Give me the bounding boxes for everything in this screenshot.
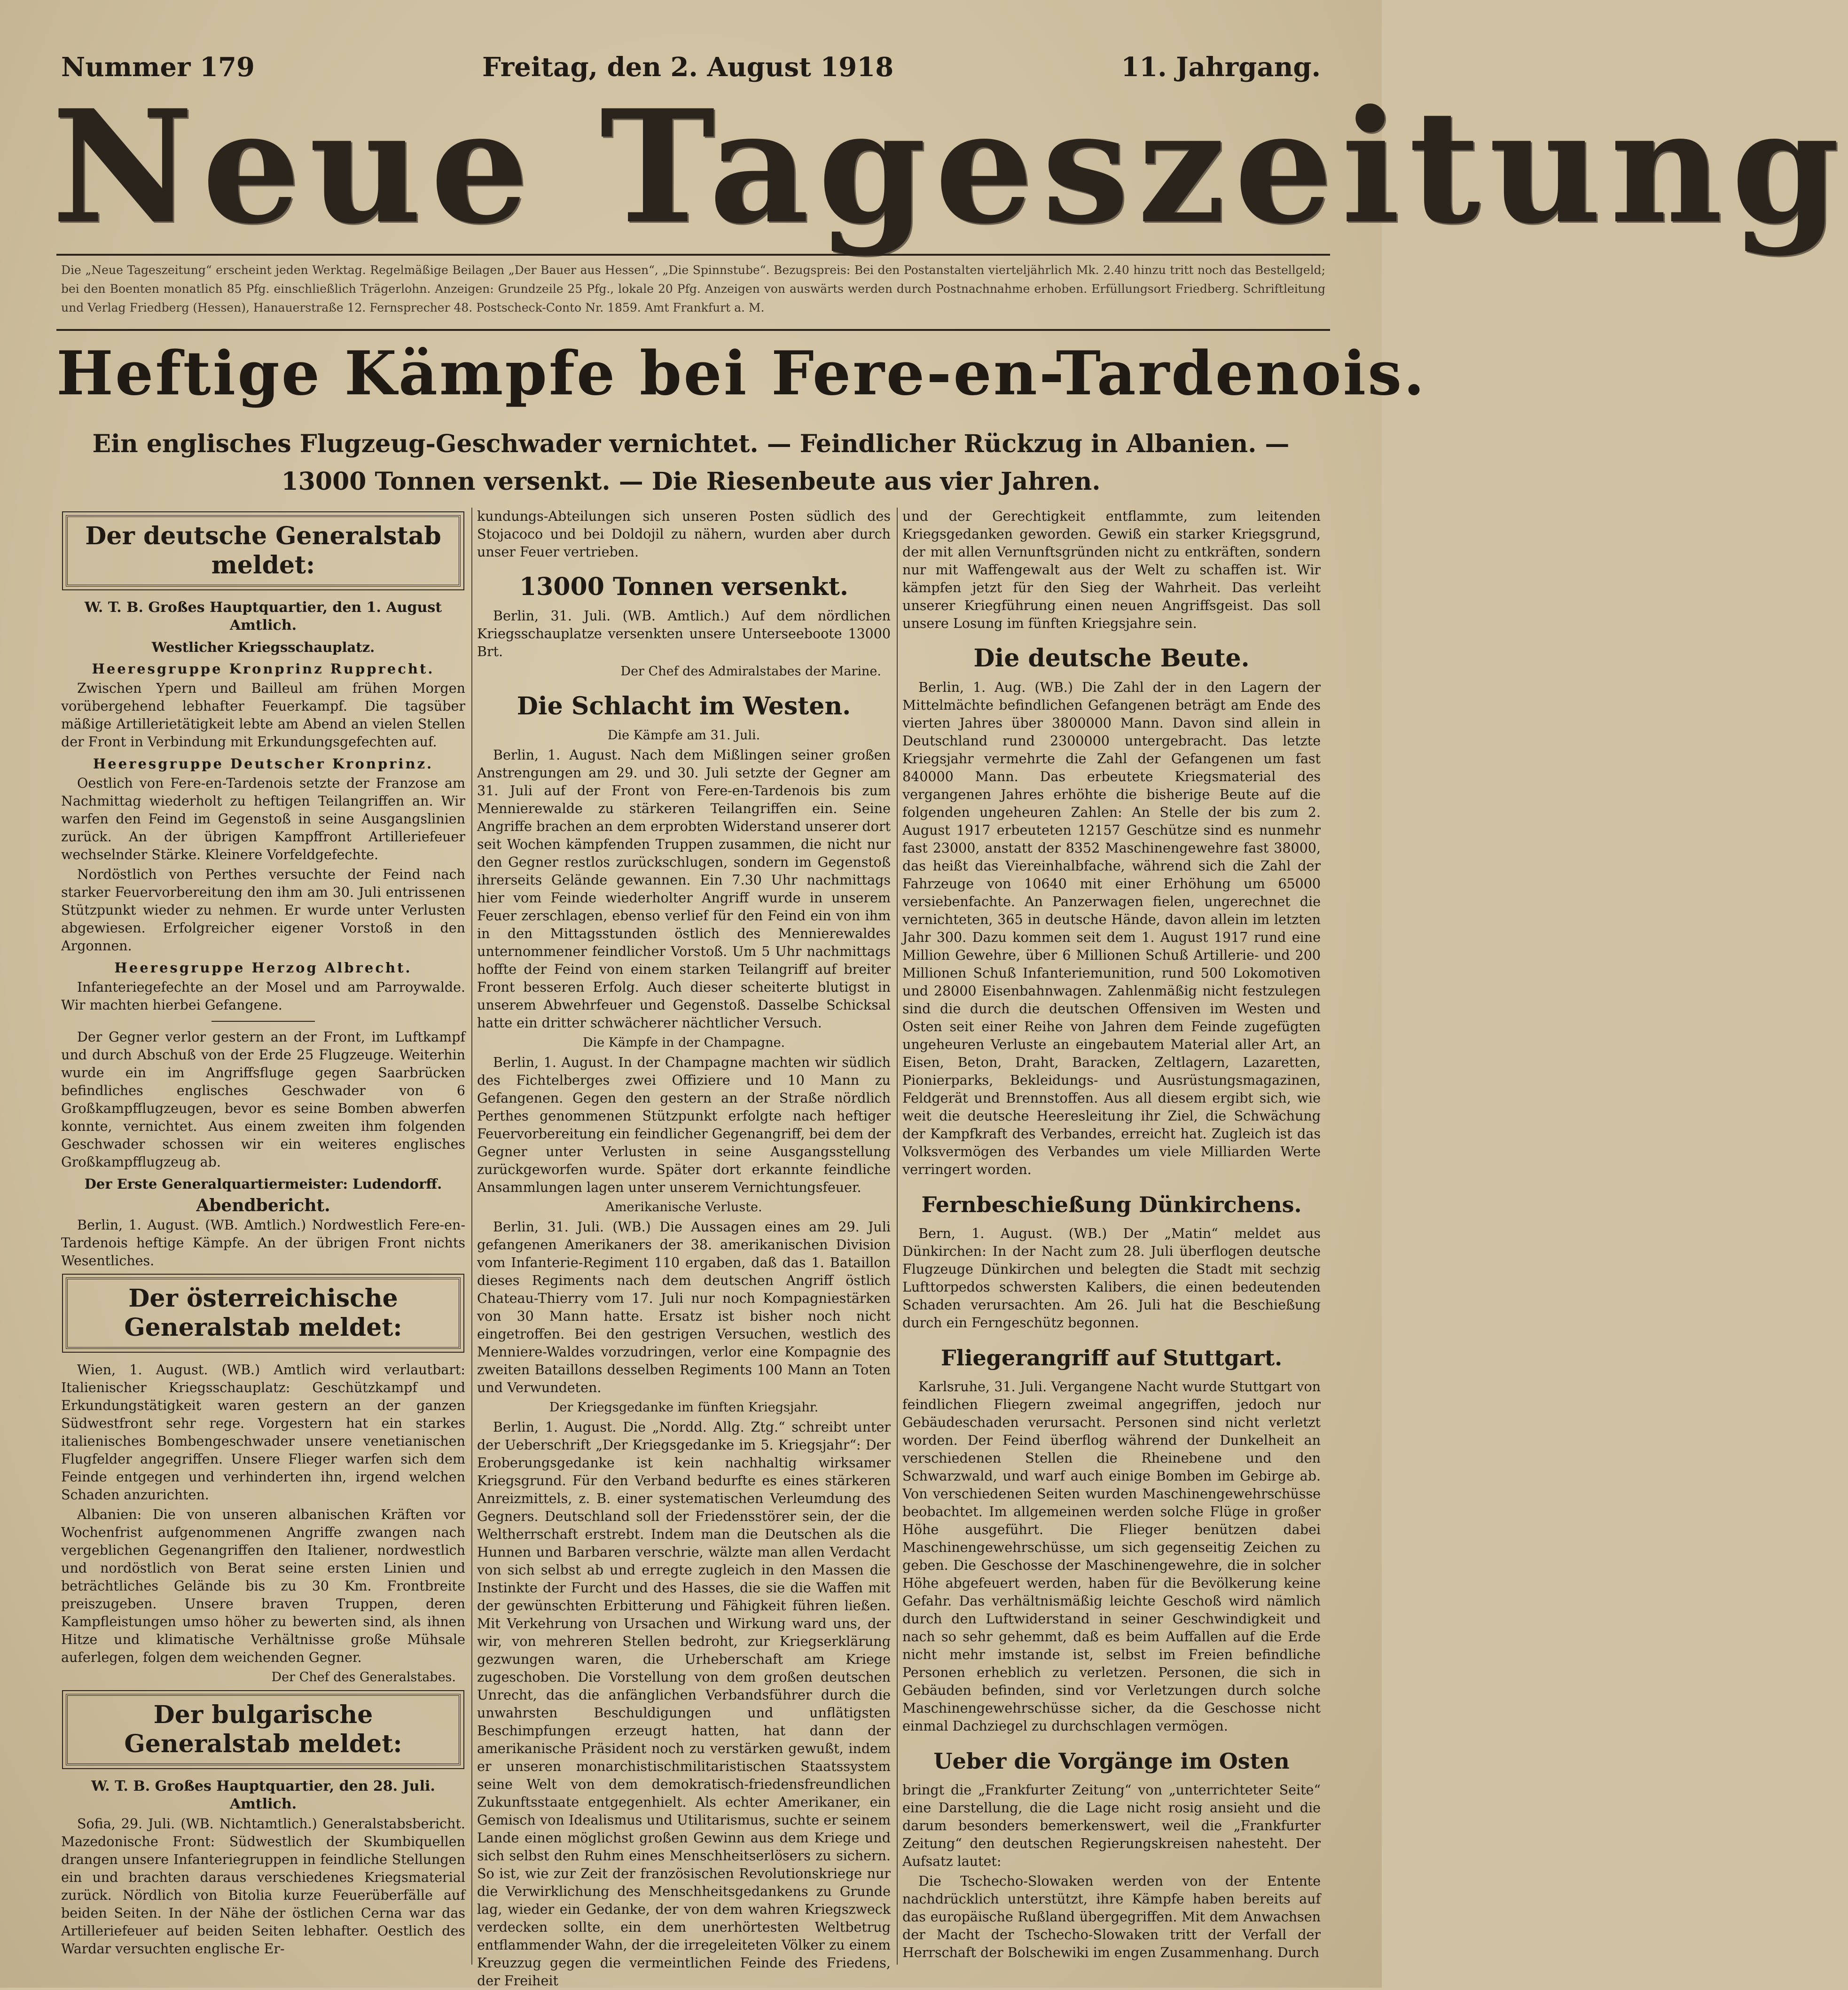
signature-ludendorff: Der Erste Generalquartiermeister: Ludendorff. [84,1176,442,1192]
main-headline: Heftige Kämpfe bei Fere-en-Tardenois. [56,338,1426,409]
subsection-title: Die Kämpfe am 31. Juli. [607,728,760,743]
wtb-dateline-2: W. T. B. Großes Hauptquartier, den 28. Juli. Amtlich. [91,1778,435,1812]
evening-report-title: Abendbericht. [196,1196,330,1215]
issue-date: Freitag, den 2. August 1918 [482,52,894,83]
paragraph: Nordöstlich von Perthes versuchte der Feind nach starker Feuervorbereitung den ihm am 30. Juli entrissenen Stützpunkt wieder zu nehmen. Er wurde unter Verlusten abgewiesen. Erfolgreicher eigener Vorstoß in den Argonnen. [61,867,465,954]
paragraph: Berlin, 1. August. In der Champagne machten wir südlich des Fichtelberges zwei Offiziere und 10 Mann zu Gefangenen. Gegen den gestern an der Straße nördlich Perthes genommenen Stützpunkt erfolgte nach heftiger Feuervorbereitung ein feindlicher Gegenangriff, bei dem der Gegner unter Verlusten in seine Ausgangsstellung zurückgeworfen wurde. Später dort erkannte feindliche Ansammlungen lagen unter unserem Vernichtungsfeuer. [477,1055,891,1195]
paragraph: Wien, 1. August. (WB.) Amtlich wird verlautbart: Italienischer Kriegsschauplatz: Geschützkampf und Erkundungstätigkeit waren gestern an der ganzen Südwestfront sehr rege. Vorgestern hat ein starkes italienisches Bombengeschwader unsere venetianischen Flugfelder angegriffen. Unsere Flieger warfen sich dem Feinde entgegen und verhinderten ihn, irgend welchen Schaden anzurichten. [61,1362,465,1503]
paragraph: kundungs-Abteilungen sich unseren Posten südlich des Stojacoco und bei Doldojil zu nähern, wurden aber durch unser Feuer vertrieben. [477,509,891,560]
imprint: Die „Neue Tageszeitung“ erscheint jeden Werktag. Regelmäßige Beilagen „Der Bauer aus Hessen“, „Die Spinnstube“. Bezugspreis: Bei den Postanstalten vierteljährlich Mk. 2.40 hinzu tritt noch das Bestellgeld; bei den Boenten monatlich 85 Pfg. einschließlich Trägerlohn. Anzeigen: Grundzeile 25 Pfg., lokale 20 Pfg. Anzeigen von auswärts werden durch Postnachnahme erhoben. Erfüllungsort Friedberg. Schriftleitung und Verlag Friedberg (Hessen), Hanauerstraße 12. Fernsprecher 48. Postscheck-Conto Nr. 1859. Amt Frankfurt a. M. [61,263,1325,314]
article-title-east: Ueber die Vorgänge im Osten [933,1748,1290,1774]
paragraph: Sofia, 29. Juli. (WB. Nichtamtlich.) Generalstabsbericht. Mazedonische Front: Südwestlich der Skumbiquellen drangen unsere Infanteriegruppen in feindliche Stellungen ein und brachten daraus verschiedenes Kriegsmaterial zurück. Nördlich von Bitolia kurze Feuerüberfälle auf beiden Seiten. In der Nähe der östlichen Cerna war das Artilleriefeuer auf beiden Seiten lebhafter. Oestlich des Wardar versuchten englische Er- [61,1816,465,1957]
paragraph: Berlin, 1. August. Nach dem Mißlingen seiner großen Anstrengungen am 29. und 30. Juli setzte der Gegner am 31. Juli auf der Front von Fere-en-Tardenois bis zum Mennierewalde zu stärkeren Teilangriffen ein. Seine Angriffe brachen an dem erprobten Widerstand unserer dort seit Wochen kämpfenden Truppen zusammen, die nicht nur den Gegner restlos zurückschlugen, sondern im Gegenstoß ihrerseits Gelände gewannen. Ein 7.30 Uhr nachmittags hier vom Feinde wiederholter Angriff wurde in unserem Feuer zerschlagen, ebenso verlief für den Feind ein von ihm in den Mittagsstunden östlich des Mennierewaldes unternommener feindlicher Vorstoß. Um 5 Uhr nachmittags hoffte der Feind von einem starken Teilangriff auf breiter Front besseren Erfolg. Auch dieser scheiterte blutigst in unserem Abwehrfeuer und Gegenstoß. Dasselbe Schicksal hatte ein dritter schwächerer nächtlicher Versuch. [477,747,891,1031]
army-group-rupprecht: Heeresgruppe Kronprinz Rupprecht. [92,661,435,677]
section-west: Westlicher Kriegsschauplatz. [151,639,375,655]
paragraph: Karlsruhe, 31. Juli. Vergangene Nacht wurde Stuttgart von feindlichen Fliegern zweimal angegriffen, jedoch nur Gebäudeschaden verursacht. Personen sind nicht verletzt worden. Der Feind überflog während der Dunkelheit an verschiedenen Stellen die Rheinebene und den Schwarzwald, und warf auch einige Bomben im Gebirge ab. Von verschiedenen Seiten wurden Maschinengewehrschüsse beobachtet. Im allgemeinen werden solche Flüge in großer Höhe ausgeführt. Die Flieger benützen dabei Maschinengewehrschüsse, um sich gegenseitig Zeichen zu geben. Die Geschosse der Maschinengewehre, die in solcher Höhe abgefeuert werden, haben für die Bevölkerung keine Gefahr. Das verhältnismäßig leichte Geschoß wird nämlich durch den Luftwiderstand in seiner Geschwindigkeit und nach so sehr gehemmt, daß es beim Auffallen auf die Erde nicht mehr imstande ist, selbst im Freien befindliche Personen erheblich zu verletzen. Personen, die sich in Gebäuden befinden, sind vor Verletzungen durch solche Maschinengewehrschüsse sicher, da die Geschosse nicht einmal Dachziegel zu durchschlagen vermögen. [902,1379,1321,1734]
paragraph: Zwischen Ypern und Bailleul am frühen Morgen vorübergehend lebhafter Feuerkampf. Die tagsüber mäßige Artillerietätigkeit lebte am Abend an vielen Stellen der Front in Verbindung mit Erkundungsgefechten auf. [61,681,465,750]
subsection-title: Der Kriegsgedanke im fünften Kriegsjahr. [549,1400,819,1415]
subsection-title: Die Kämpfe in der Champagne. [582,1035,785,1050]
article-title-booty: Die deutsche Beute. [973,644,1250,673]
signature-admiral-staff: Der Chef des Admiralstabes der Marine. [620,664,881,679]
article-title-dunkirk: Fernbeschießung Dünkirchens. [921,1192,1302,1217]
column-separator-2 [897,508,898,1965]
subsection-title: Amerikanische Verluste. [605,1200,762,1214]
paragraph: Berlin, 31. Juli. (WB. Amtlich.) Auf dem nördlichen Kriegsschauplatze versenkten unsere Unterseeboote 13000 Brt. [477,608,891,659]
paragraph: bringt die „Frankfurter Zeitung“ von „unterrichteter Seite“ eine Darstellung, die die Lage nicht rosig ansieht und die darum besonders bemerkenswert, weil die „Frankfurter Zeitung“ den deutschen Regierungskreisen nahesteht. Der Aufsatz lautet: [902,1782,1321,1869]
article-title-tonnage: 13000 Tonnen versenkt. [519,572,849,601]
issue-number: Nummer 179 [61,52,255,83]
army-group-albrecht: Heeresgruppe Herzog Albrecht. [114,960,412,976]
masthead-rule [56,254,1330,256]
paragraph: und der Gerechtigkeit entflammte, zum leitenden Kriegsgedanken geworden. Gewiß ein starker Kriegsgrund, der mit allen Vernunftsgründen nicht zu entkräften, sondern nur mit Waffengewalt aus der Welt zu schaffen ist. Wir kämpfen jetzt für den Sieg der Wahrheit. Das verleiht unserer Kriegführung einen neuen Angriffsgeist. Das soll unsere Losung im fünften Kriegsjahre sein. [902,509,1321,631]
paragraph: Die Tschecho-Slowaken werden von der Entente nachdrücklich unterstützt, ihre Kämpfe haben bereits auf das europäische Rußland übergegriffen. Mit dem Anwachsen der Macht der Tschecho-Slowaken tritt der Verfall der Herrschaft der Bolschewiki im engen Zusammenhang. Durch [902,1873,1321,1960]
signature-chief: Der Chef des Generalstabes. [271,1670,456,1684]
box-german-general-staff: Der deutsche Generalstab meldet: [66,515,461,587]
wtb-dateline: W. T. B. Großes Hauptquartier, den 1. August Amtlich. [84,599,442,634]
paragraph: Berlin, 1. August. (WB. Amtlich.) Nordwestlich Fere-en-Tardenois heftige Kämpfe. An der übrigen Front nichts Wesentliches. [61,1217,465,1269]
paragraph: Berlin, 1. Aug. (WB.) Die Zahl der in den Lagern der Mittelmächte befindlichen Gefangenen beträgt am Ende des vierten Jahres über 3800000 Mann. Davon sind allein in Deutschland rund 2300000 untergebracht. Das letzte Kriegsjahr vermehrte die Zahl der Gefangenen um fast 840000 Mann. Das erbeutete Kriegsmaterial des vergangenen Jahres erhöhte die bisherige Beute auf die folgenden ungeheuren Zahlen: An Stelle der bis zum 2. August 1917 erbeuteten 12157 Geschütze sind es nunmehr fast 23000, anstatt der 8352 Maschinengewehre fast 38000, das heißt das Viereinhalbfache, während sich die Zahl der Fahrzeuge von 10640 mit einer Erhöhung um 65000 versiebenfachte. An Panzerwagen fielen, ungerechnet die vernichteten, 365 in deutsche Hände, davon allein im letzten Jahr 300. Dazu kommen seit dem 1. August 1917 rund eine Million Gewehre, über 6 Millionen Schuß Artillerie- und 200 Millionen Schuß Infanteriemunition, rund 500 Lokomotiven und 28000 Eisenbahnwagen. Zahlenmäßig nicht festzulegen sind die durch die deutschen Offensiven im Westen und Osten seit einer Reihe von Jahren dem Feinde zugefügten ungeheuren Verluste an eingebautem Material aller Art, an Eisen, Beton, Draht, Baracken, Zeltlagern, Lazaretten, Pionierparks, Bekleidungs- und Ausrüstungsmagazinen, Feldgerät und Brennstoffen. Aus all diesem ergibt sich, wie weit die deutsche Heeresleitung ihr Ziel, die Schwächung der Kampfkraft des Verbandes, erreicht hat. Zugleich ist das Volksvermögen des Verbandes um viele Milliarden Werte verringert worden. [902,680,1321,1177]
paragraph: Infanteriegefechte an der Mosel und am Parroywalde. Wir machten hierbei Gefangene. [61,979,465,1013]
column-separator-1 [471,508,472,1965]
article-title-stuttgart: Fliegerangriff auf Stuttgart. [940,1345,1283,1371]
column-2 [477,508,891,1989]
army-group-kronprinz: Heeresgruppe Deutscher Kronprinz. [93,756,434,772]
paragraph: Der Gegner verlor gestern an der Front, im Luftkampf und durch Abschuß von der Erde 25 Flugzeuge. Weiterhin wurde ein im Angriffsfluge gegen Saarbrücken befindliches englisches Geschwader von 6 Großkampfflugzeugen, bevor es seine Bomben abwerfen konnte, vernichtet. Aus einem zweiten ihm folgenden Geschwader schossen wir ein weiteres englisches Großkampfflugzeug ab. [61,1029,465,1170]
paragraph: Bern, 1. August. (WB.) Der „Matin“ meldet aus Dünkirchen: In der Nacht zum 28. Juli überflogen deutsche Flugzeuge Dünkirchen und belegten die Stadt mit sechzig Lufttorpedos schwersten Kalibers, die einen bedeutenden Schaden verursachten. Am 26. Juli hat die Beschießung durch ein Ferngeschütz begonnen. [902,1226,1321,1331]
paragraph: Berlin, 31. Juli. (WB.) Die Aussagen eines am 29. Juli gefangenen Amerikaners der 38. amerikanischen Division vom Infanterie-Regiment 110 ergaben, daß das 1. Bataillon dieses Regiments nach dem deutschen Angriff östlich Chateau-Thierry vom 17. Juli nur noch Kompagniestärken von 30 Mann hatte. Ersatz ist bisher noch nicht eingetroffen. Bei den gestrigen Versuchen, westlich des Menniere-Waldes vorzudringen, verlor eine Kompagnie des zweiten Bataillons desselben Regiments 100 Mann an Toten und Verwundeten. [477,1219,891,1395]
column-1 [61,508,465,1974]
column-3 [902,508,1321,1974]
box-austrian-general-staff: Der österreichische Generalstab meldet: [66,1277,461,1349]
paragraph: Albanien: Die von unseren albanischen Kräften vor Wochenfrist aufgenommenen Angriffe zwangen nach vergeblichen Gegenangriffen den Italiener, nordwestlich und nordöstlich von Berat seine ersten Linien und beträchtliches Gelände bis zu 30 Km. Frontbreite preiszugeben. Unsere braven Truppen, deren Kampfleistungen umso höher zu bewerten sind, als ihnen Hitze und klimatische Verhältnisse große Mühsale auferlegen, folgen dem weichenden Gegner. [61,1507,465,1665]
divider [211,1021,315,1022]
paragraph: Berlin, 1. August. Die „Nordd. Allg. Ztg.“ schreibt unter der Ueberschrift „Der Kriegsgedanke im 5. Kriegsjahr“: Der Eroberungsgedanke ist kein nachhaltig wirksamer Kriegsgrund. Für den Verband bedurfte es eines stärkeren Anreizmittels, z. B. einer systematischen Verleumdung des Gegners. Deutschland soll der Friedensstörer sein, der die Weltherrschaft erstrebt. Indem man die Deutschen als die Hunnen und Barbaren verschrie, wälzte man allen Verdacht von sich selbst ab und erregte zugleich in den Massen die Instinkte der Furcht und des Hasses, die sie die Waffen mit der gewünschten Erbitterung und Fähigkeit führen ließen. Mit Verkehrung von Ursachen und Wirkung ward uns, der wir, von mehreren Stellen bedroht, zur Kriegserklärung gezwungen waren, die Urheberschaft am Kriege zugeschoben. Die Vorstellung von dem großen deutschen Unrecht, das die anfänglichen Verbandsführer durch die unwahrsten Beschuldigungen und unflätigsten Beschimpfungen erzeugt hatten, hat dann der amerikanische Präsident noch zu verstärken gewußt, indem er unseren monarchistischmilitaristischen Staatssystem seine Welt von dem demokratisch-friedensfreundlichen Zukunftsstaate entgegenhielt. Als echter Amerikaner, ein Gemisch von Idealismus und Utilitarismus, suchte er seinem Lande einen möglichst großen Gewinn aus dem Kriege und sich selbst den Ruhm eines Menschheitserlösers zu sichern. So ist, wie zur Zeit der französischen Revolutionskriege nur die Verwirklichung des Menschheitsgedankens zu Grunde lag, wieder ein Gedanke, der von dem wahren Kriegszweck verdecken sollte, ein dem unerhörtesten Weltbetrug entflammender Wahn, der die irregeleiteten Völker zu einem Kreuzzug gegen die vermeintlichen Feinde des Friedens, der Freiheit [477,1419,891,1989]
newspaper-title: Neue Tageszeitung [52,76,1848,258]
sub-headline: Ein englisches Flugzeug-Geschwader vernichtet. — Feindlicher Rückzug in Albanien. — 13000 Tonnen versenkt. — Die Riesenbeute aus vier Jahren. [92,430,1290,496]
article-title-battle-west: Die Schlacht im Westen. [517,692,851,721]
paragraph: Oestlich von Fere-en-Tardenois setzte der Franzose am Nachmittag wiederholt zu heftigen Teilangriffen an. Wir warfen den Feind im Gegenstoß in seine Ausgangslinien zurück. An der übrigen Kampffront Artilleriefeuer wechselnder Stärke. Kleinere Vorfeldgefechte. [61,776,465,862]
volume: 11. Jahrgang. [1121,52,1321,83]
imprint-rule [56,329,1330,331]
box-bulgarian-general-staff: Der bulgarische Generalstab meldet: [66,1694,461,1765]
